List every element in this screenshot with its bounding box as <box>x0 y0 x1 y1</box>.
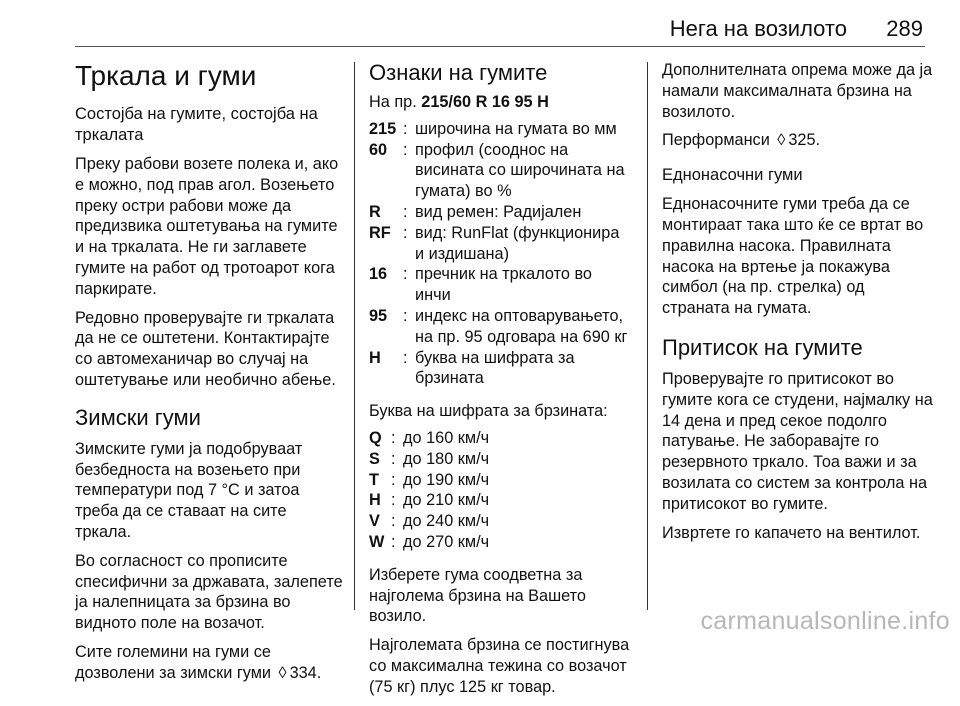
paragraph-kerbs: Преку рабови возете полека и, ако е можно, под прав агол. Возењето преку остри рабови може да предизвика оштетувања на гумите и на тркалата. Не ги заглавете гумите на работ од тротоарот кога паркирате. <box>75 155 339 298</box>
speed-code-intro: Буква на шифрата за брзината: <box>369 402 608 421</box>
speed-separator: : <box>391 470 396 489</box>
definition-separator: : <box>403 202 408 221</box>
page-reference-link[interactable]: 325. <box>788 131 821 150</box>
section-title-wheels-tyres: Тркала и гуми <box>75 60 257 91</box>
speed-row <box>369 511 631 532</box>
page-reference-link[interactable]: 334. <box>289 663 322 682</box>
header-title: Нега на возилото <box>669 16 847 41</box>
speed-row <box>369 490 631 511</box>
column-divider <box>647 62 648 610</box>
paragraph-winter-temp: Зимските гуми ја подобруваат безбедноста на возењето при температури под 7 °C и затоа треба да се ставаат на сите тркала. <box>75 439 303 541</box>
definition-value: профил (соодноc на висината со широчината на гумата) во % <box>415 140 625 201</box>
speed-key: W <box>369 532 385 551</box>
definition-separator: : <box>403 140 408 159</box>
speed-key: Q <box>369 428 382 447</box>
speed-separator: : <box>391 428 396 447</box>
speed-key: T <box>369 470 379 489</box>
watermark: carmanualsonline.info <box>700 607 950 635</box>
paragraph-equipment: Дополнителната опрема може да ја намали максималната брзина на возилото. <box>662 61 933 121</box>
speed-separator: : <box>391 532 396 551</box>
paragraph-choose-tyre: Изберете гума соодветна за најголема брзина на Вашето возило. <box>369 565 586 626</box>
section-title-winter: Зимски гуми <box>75 404 201 430</box>
definition-key: 215 <box>369 119 397 138</box>
speed-value: до 180 км/ч <box>403 449 490 468</box>
page-header <box>75 10 925 47</box>
speed-value: до 210 км/ч <box>403 491 490 510</box>
paragraph-valve-cap: Извртете го капачето на вентилот. <box>662 523 921 542</box>
winter-sizes-text: Сите големини на гуми се дозволени за зимски гуми <box>75 642 276 682</box>
definition-separator: : <box>403 265 408 284</box>
definition-key: RF <box>369 223 391 242</box>
definition-separator: : <box>403 306 408 325</box>
paragraph-performance <box>662 130 934 151</box>
speed-separator: : <box>391 449 396 468</box>
definition-row <box>369 202 631 223</box>
column-right <box>662 60 934 551</box>
column-divider <box>354 62 355 610</box>
definition-row <box>369 140 631 202</box>
paragraph-directional: Еднонасочните гуми треба да се монтираат така што ќе се вртат во правилна насока. Правилната насока на вртење ја покажува симбол (на пр. стрелка) од страната на гумата. <box>662 195 924 318</box>
definition-key: 95 <box>369 306 388 325</box>
page-reference-arrow-icon: ◊ <box>278 663 287 682</box>
speed-row <box>369 428 631 449</box>
speed-row <box>369 449 631 470</box>
speed-key: S <box>369 449 380 468</box>
definition-value: вид: RunFlat (функционира и издишана) <box>415 223 620 263</box>
page-reference-arrow-icon: ◊ <box>777 131 786 150</box>
speed-row <box>369 532 631 553</box>
definition-key: R <box>369 202 381 221</box>
definition-row <box>369 306 631 348</box>
marking-definitions <box>369 119 631 389</box>
definition-separator: : <box>403 119 408 138</box>
definition-value: буква на шифрата за брзината <box>415 348 575 388</box>
definition-value: вид ремен: Радијален <box>415 202 582 221</box>
definition-value: широчина на гумата во мм <box>415 119 617 138</box>
subheading-directional: Еднонасочни гуми <box>662 166 803 185</box>
definition-key: H <box>369 348 381 367</box>
subheading-condition: Состојба на гумите, состојба на тркалата <box>75 105 318 144</box>
paragraph-check-wheels: Редовно проверувајте ги тркалата да не се оштетени. Контактирајте со автомеханичар во случај на оштетување или необично абење. <box>75 308 336 389</box>
performance-text: Перформанси <box>662 131 775 150</box>
definition-row <box>369 264 631 306</box>
definition-value: пречник на тркалото во инчи <box>415 265 592 305</box>
definition-key: 60 <box>369 140 388 159</box>
speed-key: H <box>369 491 381 510</box>
speed-code-list <box>369 428 631 553</box>
speed-separator: : <box>391 491 396 510</box>
paragraph-max-speed: Најголемата брзина се постигнува со максимална тежина со возачот (75 кг) плус 125 кг товар. <box>369 636 630 696</box>
paragraph-winter-sizes <box>75 642 343 684</box>
example-prefix: На пр. <box>369 93 422 111</box>
speed-value: до 240 км/ч <box>403 512 490 531</box>
definition-row <box>369 223 631 265</box>
section-title-pressure: Притисок на гумите <box>662 334 863 360</box>
definition-key: 16 <box>369 265 388 284</box>
paragraph-pressure-check: Проверувајте го притисокот во гумите кога се студени, најмалку на 14 дена и пред секое подолго патување. Не заборавајте го резервното тркало. Тоа важи и за возилата со систем за контрола на притисокот во гумите. <box>662 369 933 513</box>
page-number: 289 <box>886 16 923 41</box>
speed-value: до 160 км/ч <box>403 428 490 447</box>
speed-key: V <box>369 512 380 531</box>
speed-row <box>369 470 631 491</box>
paragraph-speed-sticker: Во согласност со прописите спесифични за државата, залепете ја налепницата за брзина во видното поле на возачот. <box>75 551 343 633</box>
column-left <box>75 60 343 692</box>
section-title-tyre-markings: Ознаки на гумите <box>369 60 548 85</box>
definition-separator: : <box>403 223 408 242</box>
speed-value: до 190 км/ч <box>403 470 490 489</box>
speed-separator: : <box>391 512 396 531</box>
definition-row <box>369 119 631 140</box>
definition-row <box>369 348 631 390</box>
definition-value: индекс на оптоварувањето, на пр. 95 одговара на 690 кг <box>415 306 628 346</box>
definition-separator: : <box>403 348 408 367</box>
example-code-line <box>369 92 631 113</box>
speed-value: до 270 км/ч <box>403 532 490 551</box>
example-code: 215/60 R 16 95 H <box>421 93 549 111</box>
column-middle <box>369 60 631 706</box>
